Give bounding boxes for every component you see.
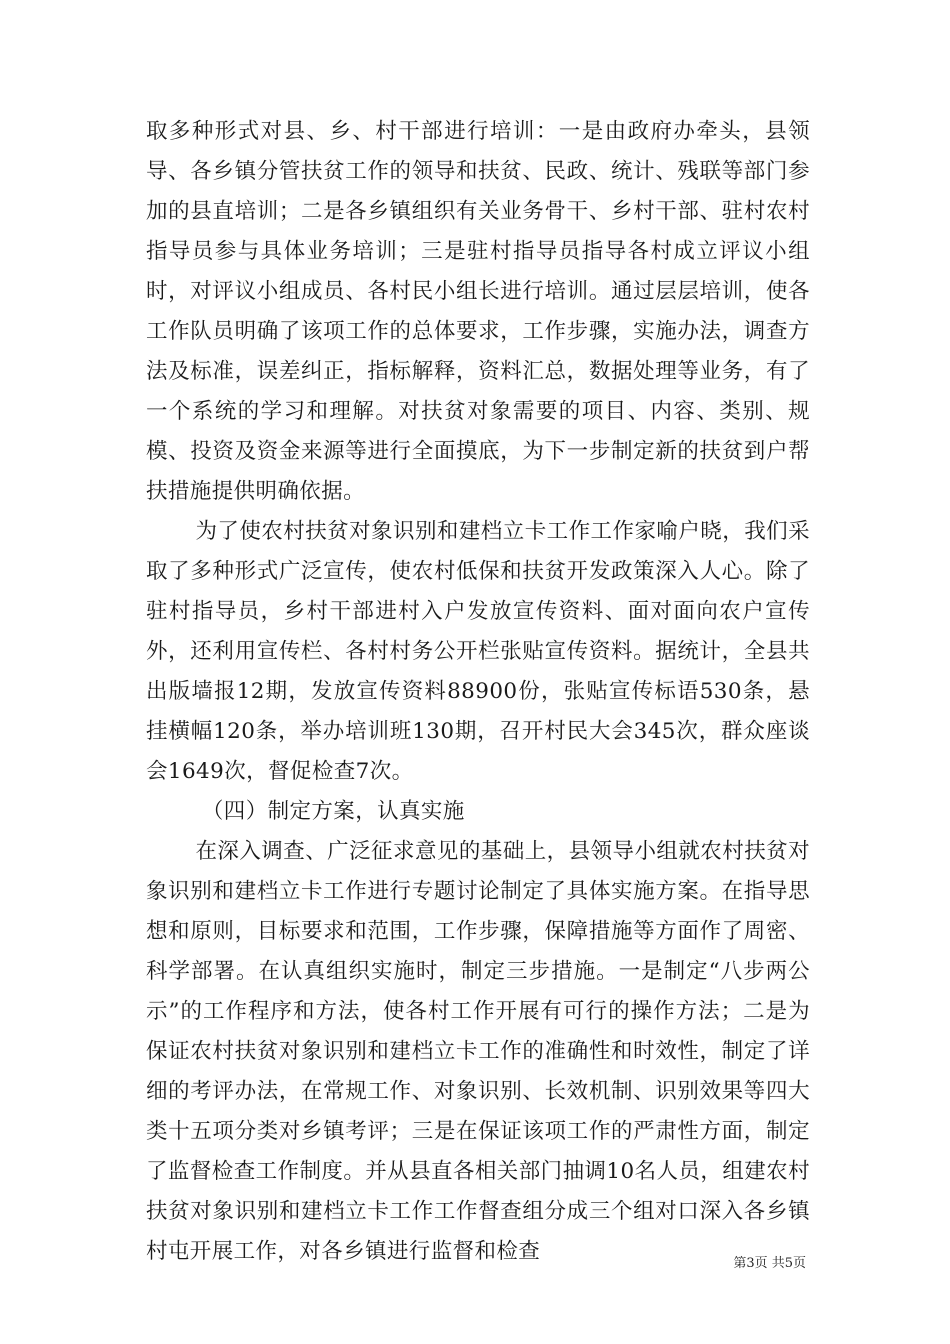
- paragraph-implementation: 在深入调查、广泛征求意见的基础上，县领导小组就农村扶贫对象识别和建档立卡工作进行专题讨论制定了具体实施方案。在指导思想和原则，目标要求和范围，工作步骤，保障措施等方面作了周密、科学部署。在认真组织实施时，制定三步措施。一是制定“八步两公示”的工作程序和方法，使各村工作开展有可行的操作方法；二是为保证农村扶贫对象识别和建档立卡工作的准确性和时效性，制定了详细的考评办法，在常规工作、对象识别、长效机制、识别效果等四大类十五项分类对乡镇考评；三是在保证该项工作的严肃性方面，制定了监督检查工作制度。并从县直各相关部门抽调10名人员，组建农村扶贫对象识别和建档立卡工作工作督查组分成三个组对口深入各乡镇村屯开展工作，对各乡镇进行监督和检查: [146, 839, 810, 1264]
- document-body: [146, 112, 810, 1272]
- section-heading: （四）制定方案，认真实施: [201, 799, 465, 824]
- paragraph-publicity: 为了使农村扶贫对象识别和建档立卡工作工作家喻户晓，我们采取了多种形式广泛宣传，使农村低保和扶贫开发政策深入人心。除了驻村指导员，乡村干部进村入户发放宣传资料、面对面向农户宣传外，还利用宣传栏、各村村务公开栏张贴宣传资料。据统计，全县共出版墙报12期，发放宣传资料88900份，张贴宣传标语530条，悬挂横幅120条，举办培训班130期，召开村民大会345次，群众座谈会1649次，督促检查7次。: [146, 519, 810, 784]
- paragraph-training: 取多种形式对县、乡、村干部进行培训：一是由政府办牵头，县领导、各乡镇分管扶贫工作的领导和扶贫、民政、统计、残联等部门参加的县直培训；二是各乡镇组织有关业务骨干、乡村干部、驻村农村指导员参与具体业务培训；三是驻村指导员指导各村成立评议小组时，对评议小组成员、各村民小组长进行培训。通过层层培训，使各工作队员明确了该项工作的总体要求，工作步骤，实施办法，调查方法及标准，误差纠正，指标解释，资料汇总，数据处理等业务，有了一个系统的学习和理解。对扶贫对象需要的项目、内容、类别、规模、投资及资金来源等进行全面摸底，为下一步制定新的扶贫到户帮扶措施提供明确依据。: [146, 119, 810, 504]
- page-indicator: 第3页 共5页: [733, 1256, 806, 1271]
